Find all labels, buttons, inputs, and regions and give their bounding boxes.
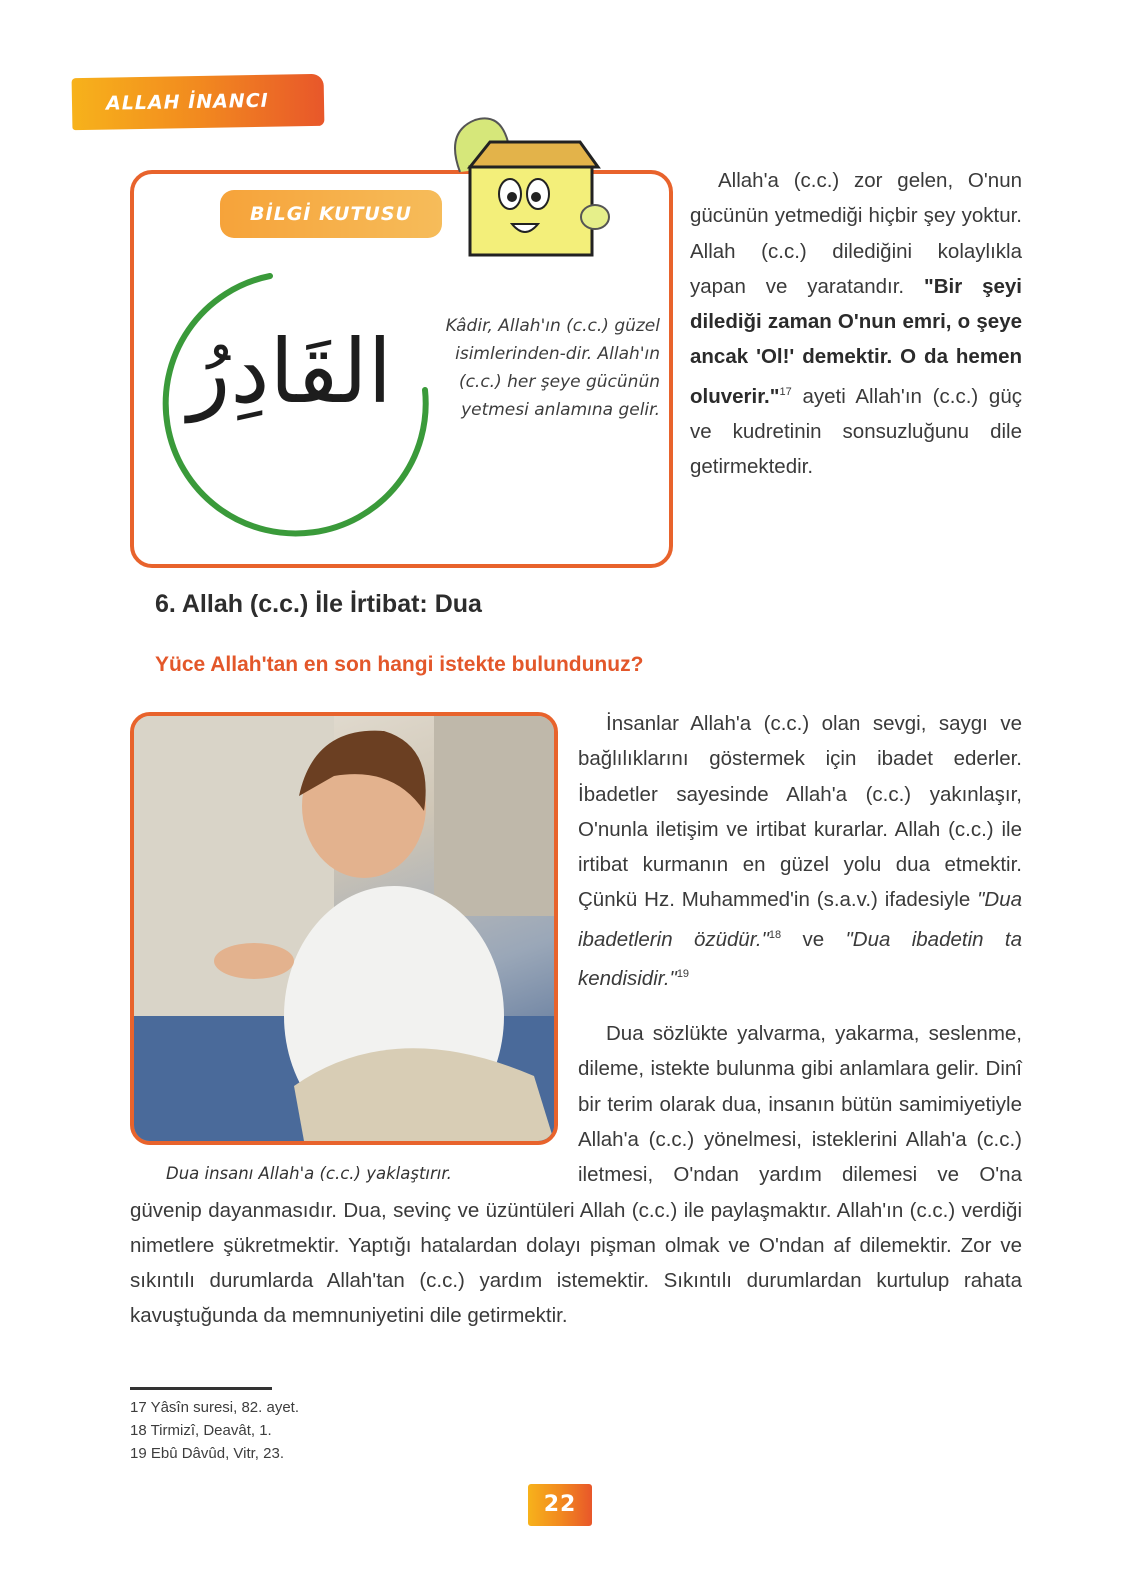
main-text bbox=[130, 706, 1022, 1334]
section-question: Yüce Allah'tan en son hangi istekte bulundunuz? bbox=[155, 653, 644, 676]
footnote-ref: 17 bbox=[779, 385, 792, 398]
photo-caption: Dua insanı Allah'a (c.c.) yaklaştırır. bbox=[166, 1164, 452, 1183]
info-box-label: BİLGİ KUTUSU bbox=[220, 190, 442, 238]
photo-illustration bbox=[134, 716, 554, 1141]
photo-boy-praying bbox=[130, 712, 558, 1145]
calligraphy-al-qadir: القَادِرُ bbox=[187, 320, 393, 423]
paragraph-text: Dua sözlükte yalvarma, yakarma, seslenme, dileme, istekte bulunma gibi anlamlara gelir. Dinî bir terim olarak dua, insanın bütün samimiyetiyle Allah'a (c.c.) yönelmesi, isteklerini Allah'a (c.c.) iletmesi, O'ndan yardım dilemesi ve O'na güvenip dayanmasıdır. Dua, sevinç ve üzüntüleri Allah (c.c.) ile paylaşmaktır. Allah'ın (c.c.) verdiği nimetlere şükretmektir. Yaptığı hatalardan dolayı pişman olmak ve O'ndan af dilemektir. Zor ve sıkıntılı durumlarda Allah'tan (c.c.) yardım istemektir. Sıkıntılı durumlardan kurtulup rahata kavuştuğunda da memnuniyetini dile getirmektir. bbox=[130, 1022, 1022, 1328]
paragraph-text: ayeti Allah'ın (c.c.) güç ve kudretinin sonsuzluğunu dile getirmektedir. bbox=[690, 384, 1022, 479]
info-paragraph bbox=[690, 163, 1022, 485]
figure bbox=[130, 706, 578, 1190]
verse-quote: "Bir şeyi dilediği zaman O'nun emri, o şeye ancak 'Ol!' demektir. O da hemen oluverir." bbox=[690, 274, 1023, 408]
footnotes bbox=[130, 1396, 299, 1465]
page-number: 22 bbox=[528, 1484, 592, 1526]
hadith-quote: "Dua ibadetlerin özüdür." bbox=[578, 888, 1022, 951]
paragraph-text: İnsanlar Allah'a (c.c.) olan sevgi, saygı ve bağlılıklarını göstermek için ibadet ederler. İbadetler sayesinde Allah'a (c.c.) yakınlaşır, O'nunla iletişim ve irtibat kurarlar. Allah (c.c.) ile irtibat kurmanın en güzel yolu dua etmektir. Çünkü Hz. Muhammed'in (s.a.v.) ifadesiyle bbox=[578, 712, 1022, 912]
footnote-ref: 19 bbox=[676, 967, 690, 980]
footnote-divider bbox=[130, 1387, 272, 1390]
hadith-quote: "Dua ibadetin ta kendisidir." bbox=[578, 927, 1022, 990]
footnote: 17 Yâsîn suresi, 82. ayet. bbox=[130, 1399, 299, 1416]
section-title: 6. Allah (c.c.) İle İrtibat: Dua bbox=[155, 590, 482, 618]
footnote: 18 Tirmizî, Deavât, 1. bbox=[130, 1422, 272, 1439]
paragraph-text: ve bbox=[781, 927, 846, 951]
footnote: 19 Ebû Dâvûd, Vitr, 23. bbox=[130, 1445, 284, 1462]
footnote-ref: 18 bbox=[768, 928, 782, 941]
box-mascot-icon bbox=[440, 112, 610, 262]
info-box-text: Kâdir, Allah'ın (c.c.) güzel isimlerinden-dir. Allah'ın (c.c.) her şeye gücünün yetmesi anlamına gelir. bbox=[445, 316, 660, 420]
chapter-label: ALLAH İNANCI bbox=[72, 74, 325, 130]
paragraph-text: Allah'a (c.c.) zor gelen, O'nun gücünün yetmediği hiçbir şey yoktur. Allah (c.c.) dilediğini kolaylıkla yapan ve yaratandır. bbox=[690, 169, 1022, 298]
